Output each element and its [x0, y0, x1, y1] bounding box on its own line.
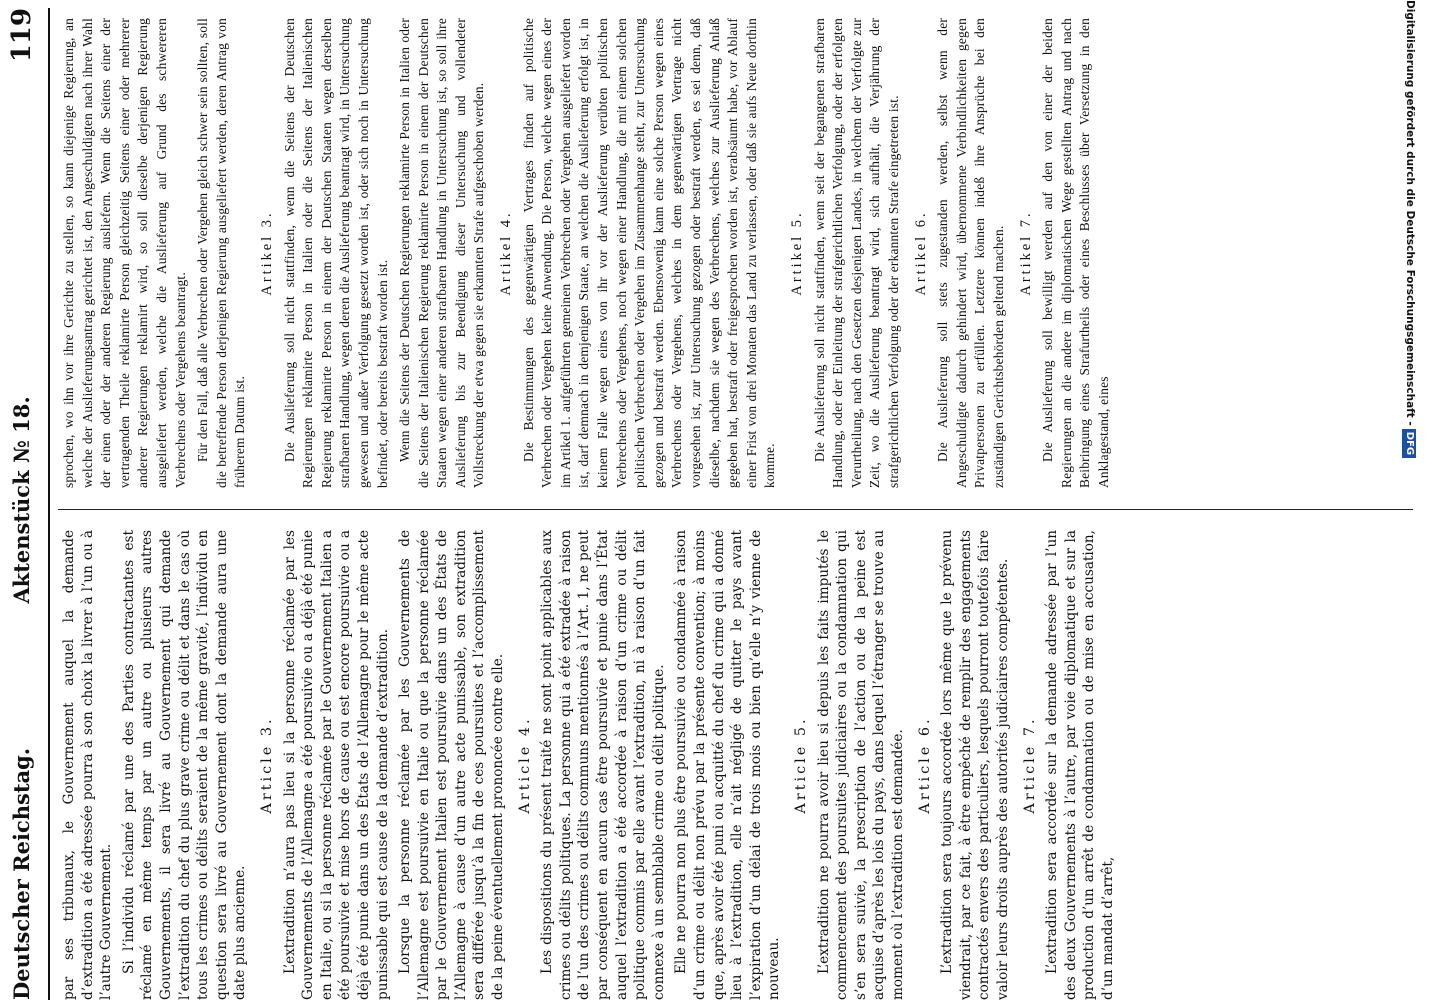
header-document-number: Aktenstück № 18. [9, 396, 34, 604]
german-paragraph: sprochen, wo ihn vor ihre Gerichte zu stellen, so kann diejenige Regierung, an welche der Auslieferungsantrag gerichtet ist, den Angeschuldigten nach ihrer Wahl der einen oder der anderen Regierung ausliefern. Wenn die Seitens einer der vertragenden Theile reklamirte Person gleichzeitig Seitens einer oder mehrerer anderer Regierungen reklamirt wird, so soll dieselbe derjenigen Regierung ausgeliefert werden, welche die Auslieferung auf Grund des schwereren Verbrechens oder Vergehens beantragt. [61, 18, 188, 488]
french-paragraph: L’extradition sera toujours accordée lors même que le prévenu viendrait, par ce fait, à être empêché de remplir des engagements contractés envers des particuliers, lesquels pourront toutefois faire valoir leurs droits auprès des autorités judiciaires compétentes. [939, 530, 1011, 1000]
german-paragraph: Die Auslieferung soll nicht stattfinden, wenn die Seitens der Deutschen Regierungen reklamirte Person in Italien oder die Seitens der Italienischen Regierung reklamirte Person in einem der Deutschen Staaten wegen derselben strafbaren Handlung, wegen deren die Auslieferung beantragt wird, in Untersuchung gewesen und außer Verfolgung gesetzt worden ist, oder sich noch in Untersuchung befindet, oder bereits bestraft worden ist. [281, 18, 390, 488]
french-paragraph: L’extradition n’aura pas lieu si la personne réclamée par les Gouvernements de l’Allemagne a été poursuivie ou a déjà été punie en Italie, ou si la personne réclamée par le Gouvernement Italien a été poursuivie et mise hors de cause ou est encore poursuivie ou a déjà été punie dans un des États de l’Allemagne pour le même acte punissable qui est cause de la demande d’extradition. [281, 530, 391, 1000]
page-number: 119 [7, 8, 37, 63]
german-paragraph: Die Bestimmungen des gegenwärtigen Vertrages finden auf politische Verbrechen oder Vergehen keine Anwendung. Die Person, welche wegen eines der im Artikel 1. aufgeführten gemeinen Verbrechen oder Vergehen ausgeliefert worden ist, darf demnach in demjenigen Staate, an welchen die Auslieferung erfolgt ist, in keinem Falle wegen eines von ihr vor der Auslieferung verübten politischen Verbrechens oder Vergehens, noch wegen einer Handlung, die mit einem solchen politischen Verbrechen oder Vergehen im Zusammenhange steht, zur Untersuchung gezogen und bestraft werden. Ebensowenig kann eine solche Person wegen eines Verbrechens oder Vergehens, welches in dem gegenwärtigen Vertrage nicht vorgesehen ist, zur Untersuchung gezogen oder bestraft werden, es sei denn, daß dieselbe, nachdem sie wegen des Verbrechens, welches zur Auslieferung Anlaß gegeben hat, bestraft oder freigesprochen worden ist, verabsäumt habe, vor Ablauf einer Frist von drei Monaten das Land zu verlassen, oder daß sie aufs Neue dorthin komme. [520, 18, 778, 488]
french-article-heading: Article 6. [916, 716, 933, 814]
digitization-credit [1395, 0, 1425, 1000]
french-paragraph: Si l’individu réclamé par une des Parties contractantes est réclamé en même temps par un autre ou plusieurs autres Gouvernements, il sera livré au Gouvernement qui demande l’extradition du chef du plus grave crime ou délit et dans le cas où tous les crimes ou délits seraient de la même gravité, l’individu en question sera livré au Gouvernement dont la demande aura une date plus ancienne. [120, 530, 249, 1000]
french-paragraph: Les dispositions du présent traité ne sont point applicables aux crimes ou délits politiques. La personne qui a été extradée à raison de l’un des crimes ou délits communs mentionnés à l’Art. 1, ne peut par conséquent en aucun cas être poursuivie et punie dans l’État auquel l’extradition a été accordée à raison d’un crime ou délit politique commis par elle avant l’extradition, ni à raison d’un fait connexe à un semblable crime ou délit politique. [539, 530, 667, 1000]
german-paragraph: Die Auslieferung soll bewilligt werden auf den von einer der beiden Regierungen an die andere im diplomatischen Wege gestellten Antrag und nach Beibringung eines Strafurtheils oder eines Beschlusses über Versetzung in den Anklagestand, eines [1040, 18, 1111, 488]
header-left-title: Deutscher Reichstag. [9, 747, 34, 1000]
german-article-heading: Artikel 6. [912, 210, 929, 296]
french-article-heading: Article 7. [1021, 716, 1038, 814]
french-paragraph: L’extradition sera accordée sur la demande adressée par l’un des deux Gouvernements à l’autre, par voie diplomatique et sur la production d’un arrêt de condamnation ou de mise en accusation, d’un mandat d’arrêt, [1044, 530, 1116, 1000]
german-paragraph: Die Auslieferung soll stets zugestanden werden, selbst wenn der Angeschuldigte dadurch gehindert wird, übernommene Verbindlichkeiten gegen Privatpersonen zu erfüllen. Letztere können indeß ihre Ansprüche bei den zuständigen Gerichtsbehörden geltend machen. [935, 18, 1006, 488]
german-article-heading: Artikel 4. [498, 210, 515, 296]
french-paragraph: L’extradition ne pourra avoir lieu si depuis les faits imputés le commencement des poursuites judiciaires ou la condamnation qui s’en sera suivie, la prescription de l’action ou de la peine est acquise d’après les lois du pays, dans lequel l’étranger se trouve au moment où l’extradition est demandée. [815, 530, 906, 1000]
french-paragraph: Elle ne pourra non plus être poursuivie ou condamnée à raison d’un crime ou délit non prévu par la présente convention; à moins que, après avoir été puni ou acquitté du chef du crime qui a donné lieu à l’extradition, elle n’ait négligé de quitter le pays avant l’expiration d’un délai de trois mois ou bien qu’elle n’y vienne de nouveau. [673, 530, 783, 1000]
german-paragraph: Für den Fall, daß alle Verbrechen oder Vergehen gleich schwer sein sollten, soll die betreffende Person derjenigen Regierung ausgeliefert werden, deren Antrag von früherem Datum ist. [195, 18, 248, 488]
german-article-heading: Artikel 7. [1017, 210, 1034, 296]
header-rule [48, 8, 50, 1000]
column-divider [58, 509, 1413, 510]
credit-text: Digitalisierung gefördert durch die Deutsche Forschungsgemeinschaft - [1404, 0, 1416, 426]
german-paragraph: Wenn die Seitens der Deutschen Regierungen reklamirte Person in Italien oder die Seitens der Italienischen Regierung reklamirte Person in einem der Deutschen Staaten wegen einer anderen strafbaren Handlung in Untersuchung ist, so soll ihre Auslieferung bis zur Beendigung dieser Untersuchung und vollendeter Vollstreckung der etwa gegen sie erkannten Strafe aufgeschoben werden. [397, 18, 487, 488]
german-paragraph: Die Auslieferung soll nicht stattfinden, wenn seit der begangenen strafbaren Handlung, oder der Einleitung der strafgerichtlichen Verfolgung, oder der erfolgten Verurtheilung, nach den Gesetzen desjenigen Landes, in welchem der Verfolgte zur Zeit, wo die Auslieferung beantragt wird, sich aufhält, die Verjährung der strafgerichtlichen Verfolgung oder der erkannten Strafe eingetreten ist. [811, 18, 901, 488]
french-article-heading: Article 3. [258, 716, 275, 814]
french-paragraph: par ses tribunaux, le Gouvernement auquel la demande d’extradition a été adressée pourra à son choix la livrer à l’un ou à l’autre Gouvernement. [61, 530, 115, 1000]
german-article-heading: Artikel 5. [788, 210, 805, 296]
german-column [60, 18, 1410, 488]
french-paragraph: Lorsque la personne réclamée par les Gouvernements de l’Allemagne est poursuivie en Italie ou que la personne réclamée par le Gouvernement Italien est poursuivie dans un des États de l’Allemagne à cause d’un autre acte punissable, son extradition sera différée jusqu’à la fin de ces poursuites et l’accomplissement de la peine éventuellement prononcée contre elle. [397, 530, 507, 1000]
french-article-heading: Article 5. [792, 716, 809, 814]
german-article-heading: Artikel 3. [258, 210, 275, 296]
dfg-logo: DFG [1402, 429, 1416, 458]
french-column [60, 530, 1410, 1000]
french-article-heading: Article 4. [516, 716, 533, 814]
